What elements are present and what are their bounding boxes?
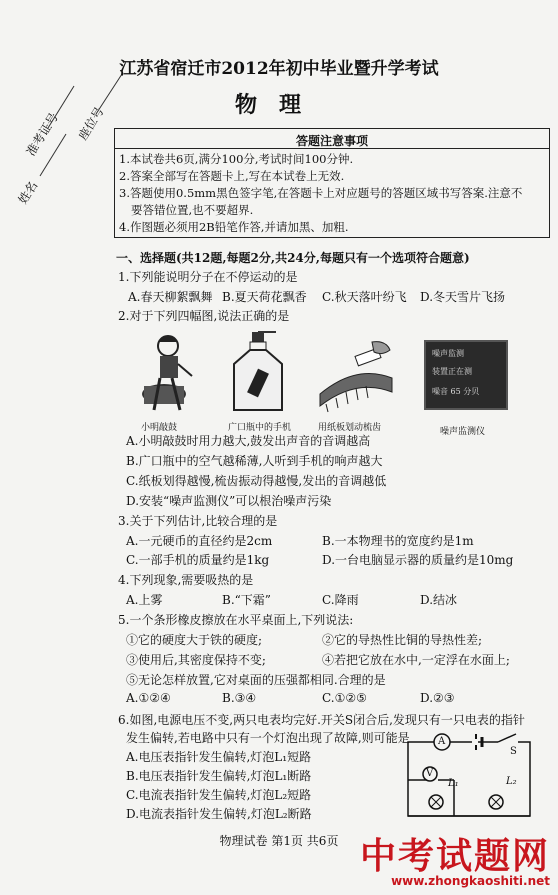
seat-label: 座位号: [75, 104, 107, 143]
exam-title: 江苏省宿迁市2012年初中毕业暨升学考试: [119, 59, 439, 79]
question-1-option-d: D.冬天雪片飞扬: [420, 290, 506, 304]
monitor-line: 噪音 65 分贝: [432, 387, 480, 396]
question-6-stem: 发生偏转,若电路中只有一个灯泡出现了故障,则可能是: [126, 731, 410, 745]
monitor-line: 噪声监测: [432, 349, 464, 358]
student-id-label: 准考证号: [23, 110, 62, 159]
monitor-line: 装置正在测: [432, 367, 472, 376]
question-2-option-c: C.纸板划得越慢,梳齿振动得越慢,发出的音调越低: [126, 474, 387, 488]
subject-title: 物理: [234, 92, 323, 118]
question-6-option-b: B.电压表指针发生偏转,灯泡L₁断路: [126, 769, 312, 783]
question-5-statement: ①它的硬度大于铁的硬度;: [126, 633, 263, 647]
question-5-statement: ②它的导热性比铜的导热性差;: [322, 633, 483, 647]
question-3-option-a: A.一元硬币的直径约是2cm: [126, 534, 273, 548]
question-5-option-c: C.①②⑤: [322, 691, 367, 705]
notice-box: [114, 128, 550, 238]
caption-jar: 广口瓶中的手机: [228, 423, 292, 433]
question-6-option-c: C.电流表指针发生偏转,灯泡L₂短路: [126, 788, 312, 802]
name-label: 姓名: [15, 178, 41, 207]
notice-item: 1.本试卷共6页,满分100分,考试时间100分钟.: [119, 152, 354, 166]
question-2-stem: 2.对于下列四幅图,说法正确的是: [118, 309, 290, 323]
question-5-stem: 5.一个条形橡皮擦放在水平桌面上,下列说法:: [118, 613, 354, 627]
notice-item: 2.答案全部写在答题卡上,写在本试卷上无效.: [119, 169, 345, 183]
site-url: www.zhongkaoshiti.net: [391, 874, 550, 888]
notice-item: 4.作图题必须用2B铅笔作答,并请加黑、加粗.: [119, 220, 349, 234]
ammeter-label: A: [438, 736, 446, 747]
caption-monitor: 噪声监测仪: [440, 427, 486, 437]
drum-boy-figure: [136, 330, 206, 414]
circuit-diagram: [400, 730, 540, 822]
question-2-option-d: D.安装“噪声监测仪”可以根治噪声污染: [126, 494, 332, 508]
question-5-statement: ③使用后,其密度保持不变;: [126, 653, 266, 667]
question-6-stem: 6.如图,电源电压不变,两只电表均完好.开关S闭合后,发现只有一只电表的指针: [118, 713, 525, 727]
jar-phone-figure: [226, 330, 290, 416]
noise-monitor-figure: [424, 340, 508, 410]
comb-figure: [316, 334, 396, 414]
question-4-stem: 4.下列现象,需要吸热的是: [118, 573, 254, 587]
question-4-option-b: B.“下霜”: [222, 593, 271, 607]
question-1-option-a: A.春天柳絮飘舞: [128, 290, 213, 304]
caption-drum: 小明敲鼓: [141, 423, 178, 433]
question-1-stem: 1.下列能说明分子在不停运动的是: [118, 270, 298, 284]
brand-watermark: 中考试题网: [359, 836, 550, 877]
caption-comb: 用纸板划动梳齿: [318, 423, 382, 433]
question-5-option-a: A.①②④: [126, 691, 171, 705]
question-4-option-c: C.降雨: [322, 593, 359, 607]
page-footer: 物理试卷 第1页 共6页: [219, 834, 339, 848]
voltmeter-label: V: [426, 768, 434, 779]
question-4-option-d: D.结冰: [420, 593, 458, 607]
notice-item: 3.答题使用0.5mm黑色签字笔,在答题卡上对应题号的答题区域书写答案.注意不: [119, 186, 523, 200]
question-2-option-b: B.广口瓶中的空气越稀薄,人听到手机的响声越大: [126, 454, 383, 468]
question-5-option-b: B.③④: [222, 691, 257, 705]
notice-title: 答题注意事项: [295, 134, 368, 148]
question-3-option-c: C.一部手机的质量约是1kg: [126, 553, 270, 567]
switch-label: S: [510, 746, 517, 757]
question-3-stem: 3.关于下列估计,比较合理的是: [118, 514, 278, 528]
question-6-option-d: D.电流表指针发生偏转,灯泡L₂断路: [126, 807, 312, 821]
section-heading: 一、选择题(共12题,每题2分,共24分,每题只有一个选项符合题意): [116, 251, 470, 265]
question-1-option-b: B.夏天荷花飘香: [222, 290, 307, 304]
question-2-option-a: A.小明敲鼓时用力越大,鼓发出声音的音调越高: [126, 434, 371, 448]
lamp1-label: L₁: [448, 778, 459, 789]
question-3-option-d: D.一台电脑显示器的质量约是10mg: [322, 553, 514, 567]
question-5-statement: ⑤无论怎样放置,它对桌面的压强都相同.合理的是: [126, 673, 386, 687]
question-5-option-d: D.②③: [420, 691, 455, 705]
question-5-statement: ④若把它放在水中,一定浮在水面上;: [322, 653, 510, 667]
notice-item: 要答错位置,也不要超界.: [131, 203, 254, 217]
question-6-option-a: A.电压表指针发生偏转,灯泡L₁短路: [126, 750, 312, 764]
question-1-option-c: C.秋天落叶纷飞: [322, 290, 407, 304]
question-3-option-b: B.一本物理书的宽度约是1m: [322, 534, 474, 548]
lamp2-label: L₂: [506, 776, 517, 787]
notice-divider: [115, 148, 549, 149]
question-4-option-a: A.上雾: [126, 593, 163, 607]
